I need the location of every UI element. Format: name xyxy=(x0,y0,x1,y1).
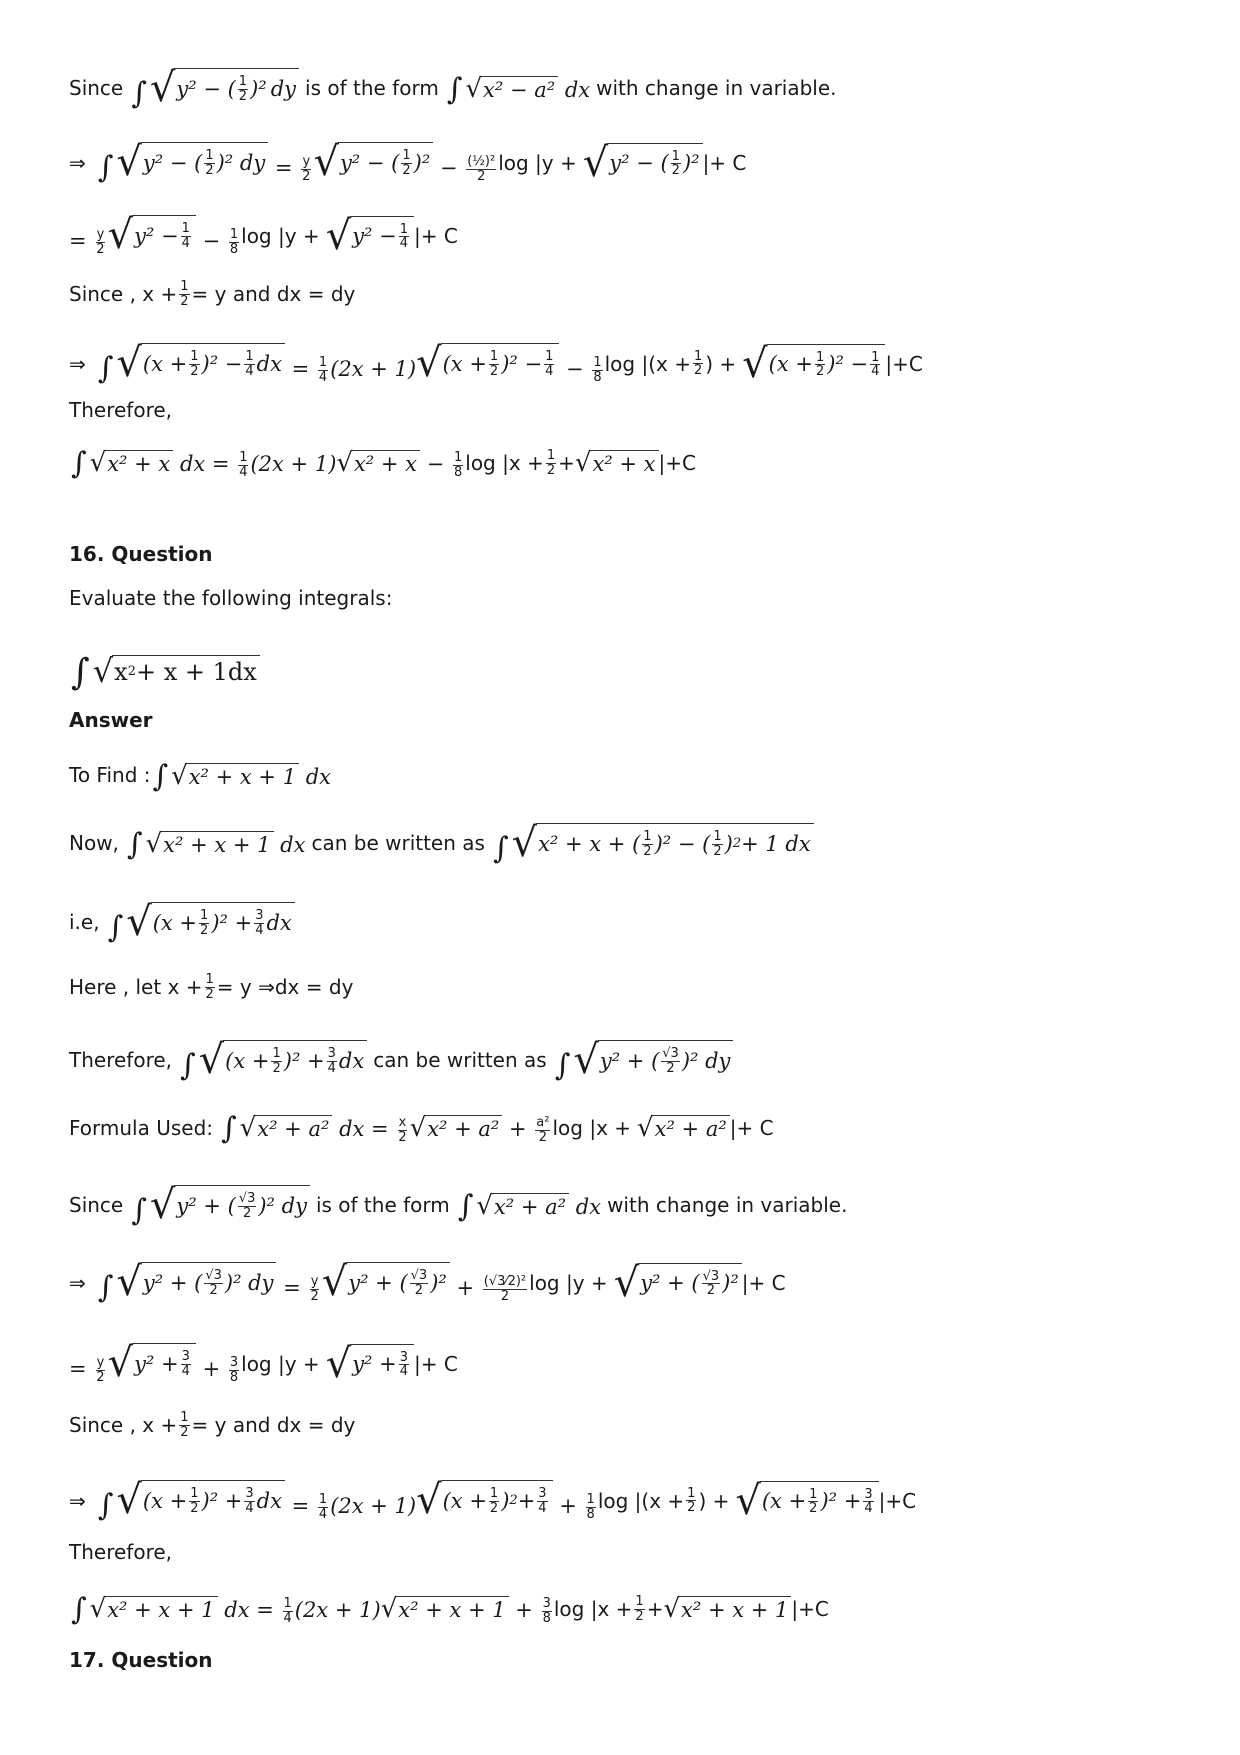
text-since-x: Since , x + xyxy=(69,282,178,307)
text-log: log |y + xyxy=(498,150,577,175)
text-plus-c: |+ C xyxy=(702,150,747,175)
line-therefore xyxy=(69,400,172,420)
line-here: Here , let x + $\frac{1}{2}$ = y ⇒dx = dy xyxy=(69,972,354,1002)
math-integral-y-half: ∫ √ y² − ( $\frac{1}{2}$ )² dy xyxy=(129,68,299,108)
text-since: Since xyxy=(69,76,124,100)
text-log: log |x + xyxy=(465,451,544,476)
text-log: log |(x + xyxy=(604,351,691,376)
line-since-form-2: Since ∫ √ y² + ( $\frac{√3}{2}$ )² dy is of the form ∫ √ x² + a² dx with change in variable. xyxy=(69,1182,848,1228)
text-written-as: can be written as xyxy=(311,831,485,855)
answer-label: Answer xyxy=(69,708,153,732)
line-q16-result: ∫ √ x² + x + 1 dx = $\frac{1}{4}$ (2x + 1) √ x² + x + 1 + $\frac{3}{8}$ log |x + $\frac{1}{2}$ + √ x² + x + 1 |+C xyxy=(71,1592,829,1627)
text-change: with change in variable. xyxy=(607,1193,848,1217)
text-log: log |x + xyxy=(552,1116,632,1141)
text-now: Now, xyxy=(69,831,119,855)
text-plus-c: |+C xyxy=(885,351,923,376)
line-step1: ⇒ ∫ √ y² − ( $\frac{1}{2}$ )² dy = $\frac{y}{2}$ √ y² − ( $\frac{1}{2}$ )² − $\frac{\text{(½)²}}{2}$ log |y + √ y² − ( $\frac{1}{2}$ )² |+ C xyxy=(69,139,747,186)
text-formula: Formula Used: xyxy=(69,1116,214,1141)
text-log: log |y + xyxy=(529,1270,608,1295)
math-integral-x-a: ∫ √ x² − a² dx xyxy=(446,72,591,107)
text-form: is of the form xyxy=(305,76,439,100)
text-log: log |(x + xyxy=(597,1488,685,1513)
line-ie: i.e, ∫ √ (x + $\frac{1}{2}$ )² + $\frac{3}{4}$ dx xyxy=(69,902,295,942)
math-step2: = $\frac{y}{2}$ √ y² − $\frac{1}{4}$ − $\frac{1}{8}$ xyxy=(69,212,239,258)
math-step1: ∫ √ y² − ( $\frac{1}{2}$ )² dy = $\frac{y}{2}$ √ y² − ( $\frac{1}{2}$ )² − $\frac{\text{(½)²}}{2}$ xyxy=(97,139,496,185)
line-result15: ∫ √ x² + x dx = $\frac{1}{4}$ (2x + 1) √ x² + x − $\frac{1}{8}$ log |x + $\frac{1}{2}$ + √ x² + x |+C xyxy=(71,446,696,481)
line-q16-step2: = $\frac{y}{2}$ √ y² + $\frac{3}{4}$ + $\frac{3}{8}$ log |y + √ y² + $\frac{3}{4}$ |+ C xyxy=(69,1340,458,1387)
text-plus-c: |+C xyxy=(658,451,696,476)
question-16-integral: ∫ √ x 2 + x + 1dx xyxy=(69,653,260,689)
line-therefore-written: Therefore, ∫ √ (x + $\frac{1}{2}$ )² + $\frac{3}{4}$ dx can be written as ∫ √ y² + ( $\frac{√3}{2}$ )² dy xyxy=(69,1040,733,1080)
text-therefore: Therefore, xyxy=(69,398,173,422)
text-since: Since xyxy=(69,1193,124,1217)
math-step3: ∫ √ (x + $\frac{1}{2}$ )² − $\frac{1}{4}$ dx = $\frac{1}{4}$ (2x + 1) √ (x + $\frac{1}{2}$ )² − $\frac{1}{4}$ − $\frac{1}{8}$ xyxy=(97,340,602,386)
line-step3: ⇒ ∫ √ (x + $\frac{1}{2}$ )² − $\frac{1}{4}$ dx = $\frac{1}{4}$ (2x + 1) √ (x + $\frac{1}{2}$ )² − $\frac{1}{4}$ − $\frac{1}{8}$ log |(x + $\frac{1}{2}$ ) + √ (x + $\frac{1}{2}$ )² − $\frac{1}{4}$ |+C xyxy=(69,340,923,387)
text-form: is of the form xyxy=(315,1193,450,1217)
line-since-form xyxy=(69,65,837,111)
math-result15: ∫ √ x² + x dx = $\frac{1}{4}$ (2x + 1) √ x² + x − $\frac{1}{8}$ xyxy=(71,446,463,481)
text-plus-c: |+ C xyxy=(741,1270,786,1295)
line-to-find: To Find : ∫ √ x² + x + 1 dx xyxy=(69,759,332,794)
text-plus-c: |+C xyxy=(791,1597,829,1622)
text-log: log |x + xyxy=(553,1597,633,1622)
line-q16-therefore xyxy=(69,1542,172,1562)
text-plus-c: |+ C xyxy=(414,1351,458,1376)
line-step2: = $\frac{y}{2}$ √ y² − $\frac{1}{4}$ − $\frac{1}{8}$ log |y + √ y² − $\frac{1}{4}$ |+ C xyxy=(69,212,458,259)
line-q16-since-sub: Since , x + $\frac{1}{2}$ = y and dx = dy xyxy=(69,1410,356,1440)
text-to-find: To Find : xyxy=(69,763,151,787)
text-written-as: can be written as xyxy=(373,1048,547,1072)
question-16-heading: 16. Question xyxy=(69,542,213,566)
question-16-prompt: Evaluate the following integrals: xyxy=(69,586,393,610)
question-17-heading: 17. Question xyxy=(69,1648,213,1672)
text-change: with change in variable. xyxy=(596,76,837,100)
text-here: Here , let x + xyxy=(69,975,203,1000)
text-here-b: = y ⇒dx = dy xyxy=(216,975,354,1000)
text-log: log |y + xyxy=(241,1351,320,1376)
text-plus-c: |+ C xyxy=(729,1116,774,1141)
text-ie: i.e, xyxy=(69,910,100,934)
text-therefore: Therefore, xyxy=(69,1540,173,1564)
text-y-dx: = y and dx = dy xyxy=(191,282,356,307)
text-since-x: Since , x + xyxy=(69,1413,178,1438)
text-log: log |y + xyxy=(241,223,320,248)
line-q16-step1: ⇒ ∫ √ y² + ( $\frac{√3}{2}$ )² dy = $\frac{y}{2}$ √ y² + ( $\frac{√3}{2}$ )² + $\frac{\text{(√3⁄2)²}}{2}$ log |y + √ y² + ( $\frac{√3}{2}$ )² |+ C xyxy=(69,1259,786,1306)
line-formula: Formula Used: ∫ √ x² + a² dx = $\frac{x}{2}$ √ x² + a² + $\frac{\text{a²}}{2}$ log |x + √ x² + a² |+ C xyxy=(69,1111,774,1146)
text-paren-plus: ) + xyxy=(705,351,737,376)
line-now: Now, ∫ √ x² + x + 1 dx can be written as ∫ √ x² + x + ( $\frac{1}{2}$ )² − ( $\frac{1}{2}$ ) 2 + 1 dx xyxy=(69,823,814,863)
text-plus: + xyxy=(558,451,575,476)
text-plus-c: |+C xyxy=(878,1488,917,1513)
text-plus-c: |+ C xyxy=(414,223,458,248)
text-therefore: Therefore, xyxy=(69,1048,173,1072)
text-plus: + xyxy=(646,1597,664,1622)
line-since-sub: Since , x + $\frac{1}{2}$ = y and dx = dy xyxy=(69,279,356,309)
line-q16-step3: ⇒ ∫ √ (x + $\frac{1}{2}$ )² + $\frac{3}{4}$ dx = $\frac{1}{4}$ (2x + 1) √ (x + $\frac{1}{2}$ ) 2 + $\frac{3}{4}$ + $\frac{1}{8}$ log |(x + $\frac{1}{2}$ ) + √ (x + $\frac{1}{2}$ )² + $\frac{3}{4}$ |+C xyxy=(69,1477,917,1524)
text-y-dx: = y and dx = dy xyxy=(191,1413,356,1438)
text-paren-plus: ) + xyxy=(698,1488,730,1513)
